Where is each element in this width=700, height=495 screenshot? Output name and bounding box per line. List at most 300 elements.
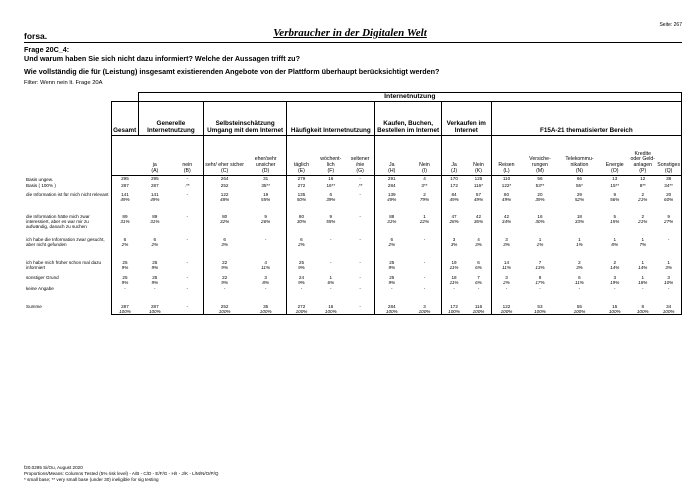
data-cell xyxy=(491,260,521,275)
cell-percent: 19% xyxy=(610,280,620,286)
cell-percent: 14% xyxy=(610,265,620,271)
cell-percent: 9% xyxy=(221,265,228,271)
data-cell xyxy=(600,175,629,183)
cell-count: 88 xyxy=(389,214,395,220)
column-label: nein xyxy=(182,162,193,169)
cell-percent: 14% xyxy=(638,265,648,271)
data-cell xyxy=(600,304,629,315)
cell-percent: 50% xyxy=(296,197,307,203)
data-cell xyxy=(521,192,558,214)
data-cell xyxy=(204,192,246,214)
cell-count: .** xyxy=(184,183,190,189)
data-cell xyxy=(111,237,138,260)
data-cell xyxy=(316,275,346,286)
data-cell xyxy=(375,304,408,315)
cell-percent: 11% xyxy=(261,265,271,271)
column-letter: (J) xyxy=(451,167,458,174)
cell-count: - xyxy=(186,275,189,281)
table-row xyxy=(24,237,682,260)
data-cell xyxy=(245,304,287,315)
cell-count: - xyxy=(359,175,361,181)
column-letter: (B) xyxy=(183,167,191,174)
cell-count: - xyxy=(330,260,332,266)
data-cell xyxy=(466,183,491,192)
cell-count: 3 xyxy=(667,275,670,281)
data-cell xyxy=(600,214,629,237)
cell-percent: 9% xyxy=(298,280,305,286)
brand-logo: forsa. xyxy=(24,31,48,41)
table-row xyxy=(24,275,682,286)
cell-count: 12 xyxy=(640,175,646,181)
cell-percent: 2% xyxy=(503,280,510,286)
cell-count: - xyxy=(186,304,189,310)
cell-percent: 9% xyxy=(121,280,129,286)
header-spacer xyxy=(24,93,111,102)
cell-percent: 31% xyxy=(387,219,397,225)
footer-base-note: * small base; ** very small base (under 30) ineligible for sig testing xyxy=(24,477,159,482)
cell-count: 15** xyxy=(610,183,620,189)
cell-percent: 1% xyxy=(536,242,544,248)
cell-count: - xyxy=(186,286,189,292)
cell-count: - xyxy=(154,286,156,292)
data-cell xyxy=(441,304,466,315)
cell-percent: 56% xyxy=(610,197,620,203)
column-header xyxy=(629,135,656,175)
cell-count: 24 xyxy=(298,275,305,281)
cell-count: - xyxy=(539,286,541,292)
cell-count: 6 xyxy=(300,237,303,243)
cell-count: 1 xyxy=(613,237,617,243)
cell-percent: 100% xyxy=(148,309,161,315)
cell-count: 3 xyxy=(452,237,456,243)
data-cell xyxy=(491,214,521,237)
cell-percent: 100% xyxy=(636,309,649,315)
column-letter: (C) xyxy=(221,167,229,174)
data-cell xyxy=(316,175,346,183)
cell-percent: 100% xyxy=(119,309,131,315)
cell-count: .** xyxy=(357,183,363,189)
column-label: Kredite oder Geld- anlagen xyxy=(630,150,656,169)
data-cell xyxy=(408,260,441,275)
cell-percent: 2% xyxy=(388,242,396,248)
cell-count: 25 xyxy=(152,260,158,266)
cell-count: - xyxy=(578,286,581,292)
cell-count: - xyxy=(264,237,267,243)
cell-count: 16** xyxy=(326,183,336,189)
column-letter: (P) xyxy=(639,167,647,174)
cell-percent: 9% xyxy=(151,280,159,286)
cell-percent: 6% xyxy=(475,265,482,271)
footer-test-info: Proportions/Means: Columns Tested (5% risk level) - A/B - C/D - E/F/G - H/I - J/K - L/M/N/O/P/Q xyxy=(24,471,219,476)
cell-count: 35 xyxy=(263,304,269,310)
cell-percent: 100% xyxy=(259,309,272,315)
cell-percent: 100% xyxy=(418,309,431,315)
column-letter: (N) xyxy=(575,167,584,174)
cell-percent: 39% xyxy=(535,197,545,203)
data-cell xyxy=(441,183,466,192)
question-text-1: Und warum haben Sie sich nicht dazu informiert? Welche der Aussagen trifft zu? xyxy=(24,54,300,63)
cell-count: - xyxy=(423,286,426,292)
cell-percent: 55% xyxy=(326,219,336,225)
data-cell xyxy=(521,304,558,315)
cell-count: 1 xyxy=(329,275,333,281)
cell-percent: 49% xyxy=(473,197,484,203)
cell-count: 34 xyxy=(666,304,672,310)
cell-count: 3 xyxy=(613,275,617,281)
cell-count: 125 xyxy=(474,175,483,181)
cell-count: 1 xyxy=(423,214,426,220)
data-cell xyxy=(245,192,287,214)
cell-count: 35** xyxy=(261,183,270,189)
cell-percent: 100% xyxy=(608,309,621,315)
data-cell xyxy=(316,286,346,304)
cell-count: 25 xyxy=(389,275,395,281)
cell-percent: 3% xyxy=(450,242,458,248)
cell-percent: 3% xyxy=(475,242,482,248)
cell-count: 25 xyxy=(389,260,395,266)
column-header xyxy=(656,135,681,175)
column-letter: (I) xyxy=(422,167,427,174)
data-cell xyxy=(245,214,287,237)
data-cell xyxy=(559,275,601,286)
cell-percent: 48% xyxy=(220,197,230,203)
cell-count: - xyxy=(391,286,393,292)
cell-count: 18 xyxy=(576,214,582,220)
cell-count: 252 xyxy=(220,304,229,310)
column-letter: (A) xyxy=(151,167,159,174)
cell-count: 29 xyxy=(576,192,582,198)
data-cell xyxy=(287,275,316,286)
cell-count: 9 xyxy=(264,214,267,220)
cell-count: 22 xyxy=(222,260,228,266)
cell-count: 53** xyxy=(535,183,545,189)
cell-count: 291 xyxy=(387,175,396,181)
cell-percent: 28% xyxy=(449,219,459,225)
cell-percent: 52% xyxy=(574,197,585,203)
cell-count: 25 xyxy=(298,260,305,266)
row-label: Summe xyxy=(26,304,42,310)
question-number: Frage 20C_4: xyxy=(24,45,70,54)
cell-percent: 11% xyxy=(449,280,459,286)
column-label: Telekommu- nikation xyxy=(565,156,594,169)
data-cell xyxy=(629,175,656,183)
cell-percent: 3% xyxy=(221,242,228,248)
column-letter: (D) xyxy=(262,167,270,174)
data-cell xyxy=(521,214,558,237)
data-cell xyxy=(441,214,466,237)
cell-count: 42 xyxy=(475,214,482,220)
cell-count: 3 xyxy=(505,275,508,281)
cell-percent: 13% xyxy=(535,265,545,271)
data-cell xyxy=(441,275,466,286)
data-cell xyxy=(656,237,681,260)
cell-percent: 9% xyxy=(221,280,228,286)
table-row xyxy=(24,286,682,304)
cell-count: - xyxy=(186,192,189,198)
data-cell xyxy=(491,304,521,315)
data-cell xyxy=(287,286,316,304)
cell-percent: 10% xyxy=(664,280,674,286)
column-letter: (M) xyxy=(536,167,544,174)
data-cell xyxy=(171,183,203,192)
data-cell xyxy=(600,275,629,286)
cell-percent: 39% xyxy=(326,197,336,203)
cell-percent: 100% xyxy=(448,309,460,315)
cell-percent: 11% xyxy=(449,265,459,271)
data-cell xyxy=(408,275,441,286)
data-cell xyxy=(138,275,171,286)
data-cell xyxy=(245,260,287,275)
data-cell xyxy=(375,260,408,275)
cell-count: 252 xyxy=(220,183,229,189)
row-label: Basis ungew. xyxy=(26,177,54,183)
cell-count: 56 xyxy=(537,175,543,181)
group-header: Generelle Internetnutzung xyxy=(138,101,203,135)
data-cell xyxy=(111,175,138,183)
page-number: Seite: 267 xyxy=(659,22,682,28)
cell-count: 122* xyxy=(501,183,512,189)
column-letter: (F) xyxy=(327,167,335,174)
cell-count: 135 xyxy=(297,192,306,198)
cell-count: 42 xyxy=(503,214,510,220)
data-cell xyxy=(656,214,681,237)
data-cell xyxy=(375,275,408,286)
data-cell xyxy=(466,286,491,304)
cell-percent: 3% xyxy=(576,265,583,271)
data-cell xyxy=(375,175,408,183)
data-cell xyxy=(491,237,521,260)
cell-count: 9 xyxy=(538,275,542,281)
column-letter: (K) xyxy=(475,167,482,174)
column-label: Versiche- rungen xyxy=(529,156,551,169)
data-cell xyxy=(138,286,171,304)
cell-percent: 2% xyxy=(298,242,305,248)
data-cell xyxy=(600,183,629,192)
data-cell xyxy=(287,175,316,183)
cell-count: 4 xyxy=(423,175,426,181)
column-label: Reisen xyxy=(498,162,515,169)
cell-count: 47 xyxy=(451,214,457,220)
cell-count: 3 xyxy=(423,304,426,310)
data-cell xyxy=(171,304,203,315)
cell-count: 7 xyxy=(538,260,542,266)
cell-percent: 31% xyxy=(150,219,160,225)
cell-count: 141 xyxy=(150,192,159,198)
data-cell xyxy=(245,275,287,286)
column-letter: (H) xyxy=(388,167,396,174)
column-label: Energie xyxy=(605,162,624,169)
cell-count: 122 xyxy=(502,304,511,310)
cell-count: 84 xyxy=(451,192,457,198)
data-cell xyxy=(316,304,346,315)
cell-percent: 55% xyxy=(261,197,271,203)
cell-count: 279 xyxy=(297,175,306,181)
cell-percent: 79% xyxy=(419,197,430,203)
data-cell xyxy=(559,286,601,304)
data-cell xyxy=(204,304,246,315)
cell-percent: 34% xyxy=(501,219,512,225)
cell-percent: 26% xyxy=(261,219,271,225)
cell-percent: 11% xyxy=(502,265,511,271)
row-label: Basis ( 100% ) xyxy=(26,183,56,189)
column-label: Nein xyxy=(419,162,430,169)
data-cell xyxy=(171,275,203,286)
cell-count: 272 xyxy=(297,304,306,310)
data-cell xyxy=(346,175,375,183)
data-cell xyxy=(111,192,138,214)
cell-count: 1 xyxy=(667,260,670,266)
column-label: sehr/ eher sicher xyxy=(205,162,244,169)
data-cell xyxy=(138,175,171,183)
cell-count: 60 xyxy=(503,192,510,198)
cell-count: 25 xyxy=(152,275,158,281)
question-text-2: Wie vollständig die für (Leistung) insgesamt existierenden Angebote von der Plattform überhaupt berücksichtigt werden? xyxy=(24,67,440,76)
cell-percent: 100% xyxy=(662,309,675,315)
cell-count: 4 xyxy=(264,260,267,266)
data-cell xyxy=(491,192,521,214)
cell-percent: 100% xyxy=(472,309,485,315)
data-cell xyxy=(375,214,408,237)
data-cell xyxy=(600,192,629,214)
column-label: Ja xyxy=(451,162,457,169)
data-cell xyxy=(375,192,408,214)
data-cell xyxy=(559,260,601,275)
cell-count: - xyxy=(423,275,426,281)
data-cell xyxy=(466,237,491,260)
cell-count: 1 xyxy=(578,237,581,243)
cell-percent: 2% xyxy=(151,242,159,248)
data-cell xyxy=(491,275,521,286)
cell-percent: 21% xyxy=(638,219,648,225)
column-header xyxy=(316,135,346,175)
data-cell xyxy=(111,260,138,275)
data-cell xyxy=(629,237,656,260)
column-header xyxy=(466,135,491,175)
data-cell xyxy=(111,286,138,304)
cell-count: 172 xyxy=(450,183,458,189)
cell-percent: 3% xyxy=(665,265,672,271)
cell-count: 66 xyxy=(576,175,582,181)
data-cell xyxy=(600,260,629,275)
cell-count: - xyxy=(223,286,226,292)
cell-percent: 2% xyxy=(121,242,129,248)
cell-count: - xyxy=(359,286,361,292)
cell-percent: 9% xyxy=(388,265,396,271)
cell-count: 2 xyxy=(641,192,645,198)
cell-count: - xyxy=(359,304,361,310)
cell-percent: 100% xyxy=(534,309,546,315)
column-header xyxy=(287,135,316,175)
cell-percent: 49% xyxy=(449,197,459,203)
cell-percent: 1% xyxy=(576,242,583,248)
column-label: eher/sehr unsicher xyxy=(254,156,277,169)
group-header: Kaufen, Buchen, Bestellen im Internet xyxy=(375,101,441,135)
data-cell xyxy=(204,175,246,183)
cell-percent: 9% xyxy=(121,265,129,271)
data-cell xyxy=(408,192,441,214)
cell-count: 122 xyxy=(220,192,229,198)
column-label: wöchent- lich xyxy=(320,156,342,169)
cell-count: - xyxy=(641,286,644,292)
row-label: die Information ist für mich nicht relevant xyxy=(26,192,109,198)
data-cell xyxy=(408,237,441,260)
cell-percent: 17% xyxy=(535,280,545,286)
cell-count: - xyxy=(667,286,670,292)
cell-count: - xyxy=(330,237,332,243)
gesamt-header: Gesamt xyxy=(111,101,138,135)
data-cell xyxy=(629,275,656,286)
cell-percent: 49% xyxy=(120,197,130,203)
cell-count: 20 xyxy=(537,192,543,198)
cell-percent: 31% xyxy=(120,219,130,225)
cell-percent: 60% xyxy=(664,197,674,203)
data-cell xyxy=(171,175,203,183)
column-header xyxy=(441,135,466,175)
column-label: täglich xyxy=(293,162,309,169)
cell-count: 6 xyxy=(223,237,226,243)
data-cell xyxy=(656,183,681,192)
cell-count: 8** xyxy=(639,183,646,189)
cell-count: - xyxy=(186,237,189,243)
column-letter: (O) xyxy=(610,167,619,174)
cell-percent: 49% xyxy=(150,197,160,203)
cell-count: 7 xyxy=(477,275,480,281)
cell-count: 31 xyxy=(263,175,269,181)
data-cell xyxy=(491,175,521,183)
cell-percent: 3% xyxy=(503,242,510,248)
footer-job-info: f20.0295 Si/Ou, August 2020 xyxy=(24,465,83,470)
cell-count: 1 xyxy=(538,237,542,243)
data-cell xyxy=(441,286,466,304)
cell-percent: 100% xyxy=(295,309,308,315)
cell-count: 284 xyxy=(387,183,396,189)
cell-percent: 100% xyxy=(218,309,231,315)
cell-percent: 18% xyxy=(638,280,648,286)
data-cell xyxy=(287,214,316,237)
cell-count: 9 xyxy=(667,214,670,220)
data-cell xyxy=(375,183,408,192)
cell-count: 16 xyxy=(328,304,334,310)
cell-count: - xyxy=(359,192,361,198)
data-cell xyxy=(629,183,656,192)
cell-count: - xyxy=(124,286,126,292)
column-header xyxy=(408,135,441,175)
data-cell xyxy=(521,260,558,275)
cell-percent: 100% xyxy=(385,309,398,315)
cell-count: 116 xyxy=(474,304,483,310)
data-cell xyxy=(316,183,346,192)
data-cell xyxy=(629,260,656,275)
table-row xyxy=(24,260,682,275)
cell-count: - xyxy=(186,175,189,181)
data-cell xyxy=(441,260,466,275)
column-letter: (Q) xyxy=(664,167,673,174)
column-header xyxy=(204,135,246,175)
data-cell xyxy=(204,183,246,192)
cell-count: - xyxy=(186,260,189,266)
data-cell xyxy=(245,237,287,260)
cell-count: - xyxy=(300,286,303,292)
column-label: Ja xyxy=(389,162,395,169)
row-label: keine Angabe xyxy=(26,286,54,292)
data-cell xyxy=(629,214,656,237)
cell-percent: 6% xyxy=(475,280,482,286)
cell-percent: 100% xyxy=(324,309,337,315)
column-label: Sonstiges xyxy=(657,162,681,169)
cell-percent: 22% xyxy=(419,219,430,225)
cell-count: 38 xyxy=(666,175,672,181)
cell-count: 2 xyxy=(578,260,581,266)
